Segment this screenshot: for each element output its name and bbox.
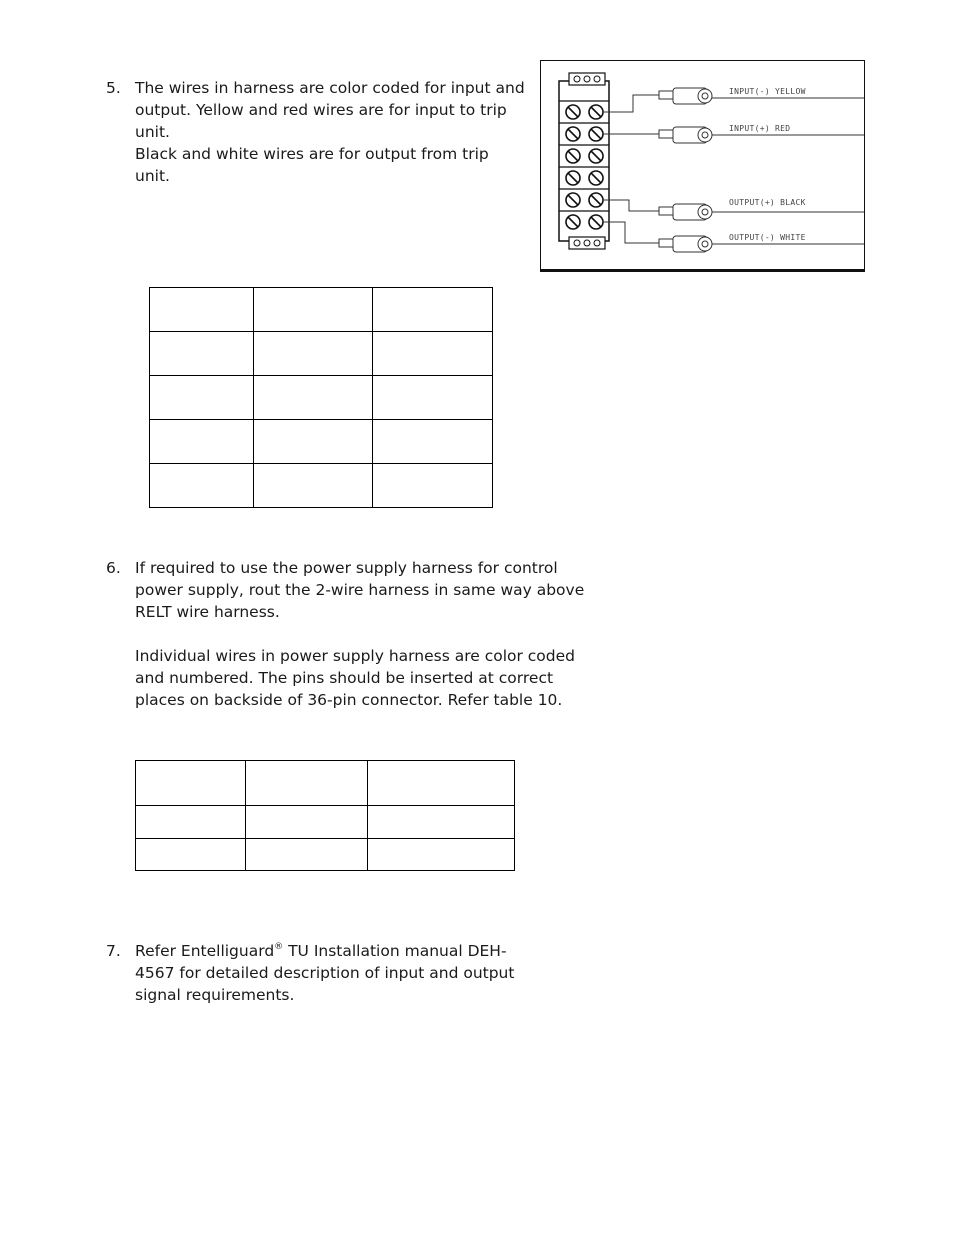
registered-mark: ® bbox=[274, 941, 284, 952]
table-cell bbox=[373, 420, 493, 464]
wire-label-output-white: OUTPUT(-) WHITE bbox=[729, 233, 806, 242]
table-row bbox=[150, 464, 493, 508]
paragraph-text: Refer Entelliguard bbox=[135, 942, 275, 960]
table-cell bbox=[150, 464, 254, 508]
table-cell bbox=[373, 288, 493, 332]
table-cell bbox=[373, 332, 493, 376]
relt-wire-table-body bbox=[150, 288, 493, 508]
terminal-block-wiring-figure bbox=[540, 60, 865, 272]
paragraph: Individual wires in power supply harness are color coded and numbered. The pins should be inserted at correct places on backside of 36-pin connector. Refer table 10. bbox=[135, 647, 576, 709]
table-cell bbox=[150, 332, 254, 376]
wire-label-output-black: OUTPUT(+) BLACK bbox=[729, 198, 806, 207]
table-cell bbox=[150, 420, 254, 464]
paragraph: Black and white wires are for output from trip unit. bbox=[135, 145, 489, 185]
list-number: 7. bbox=[106, 942, 121, 960]
table-row bbox=[150, 376, 493, 420]
table-row bbox=[136, 761, 515, 806]
table-cell bbox=[136, 839, 246, 871]
table-cell bbox=[254, 288, 373, 332]
table-row bbox=[150, 288, 493, 332]
wire-label-input-yellow: INPUT(-) YELLOW bbox=[729, 87, 806, 96]
power-supply-wire-table bbox=[135, 760, 515, 871]
paragraph bbox=[135, 940, 526, 1006]
table-cell bbox=[368, 806, 515, 839]
paragraph: If required to use the power supply harness for control power supply, rout the 2-wire harness in same way above RELT wire harness. bbox=[135, 559, 585, 621]
table-cell bbox=[373, 376, 493, 420]
paragraph: The wires in harness are color coded for input and output. Yellow and red wires are for input to trip unit. bbox=[135, 79, 525, 141]
table-cell bbox=[254, 420, 373, 464]
table-cell bbox=[368, 839, 515, 871]
table-cell bbox=[136, 761, 246, 806]
power-supply-wire-table-body bbox=[136, 761, 515, 871]
list-number: 5. bbox=[106, 79, 121, 97]
relt-wire-table bbox=[149, 287, 493, 508]
table-cell bbox=[246, 806, 368, 839]
table-cell bbox=[254, 376, 373, 420]
list-item-5 bbox=[106, 77, 526, 187]
table-cell bbox=[254, 464, 373, 508]
table-cell bbox=[246, 761, 368, 806]
table-cell bbox=[246, 839, 368, 871]
wire-label-input-red: INPUT(+) RED bbox=[729, 124, 791, 133]
table-row bbox=[150, 332, 493, 376]
table-cell bbox=[150, 288, 254, 332]
table-row bbox=[136, 806, 515, 839]
table-cell bbox=[254, 332, 373, 376]
paragraph-text: TU Installation manual DEH-4567 for detailed description of input and output signal requirements. bbox=[135, 942, 515, 1004]
list-number: 6. bbox=[106, 559, 121, 577]
table-cell bbox=[373, 464, 493, 508]
table-cell bbox=[368, 761, 515, 806]
list-item-6 bbox=[106, 557, 596, 711]
table-cell bbox=[150, 376, 254, 420]
terminal-block-diagram bbox=[541, 61, 864, 266]
table-row bbox=[150, 420, 493, 464]
table-row bbox=[136, 839, 515, 871]
table-cell bbox=[136, 806, 246, 839]
list-item-7 bbox=[106, 940, 526, 1006]
